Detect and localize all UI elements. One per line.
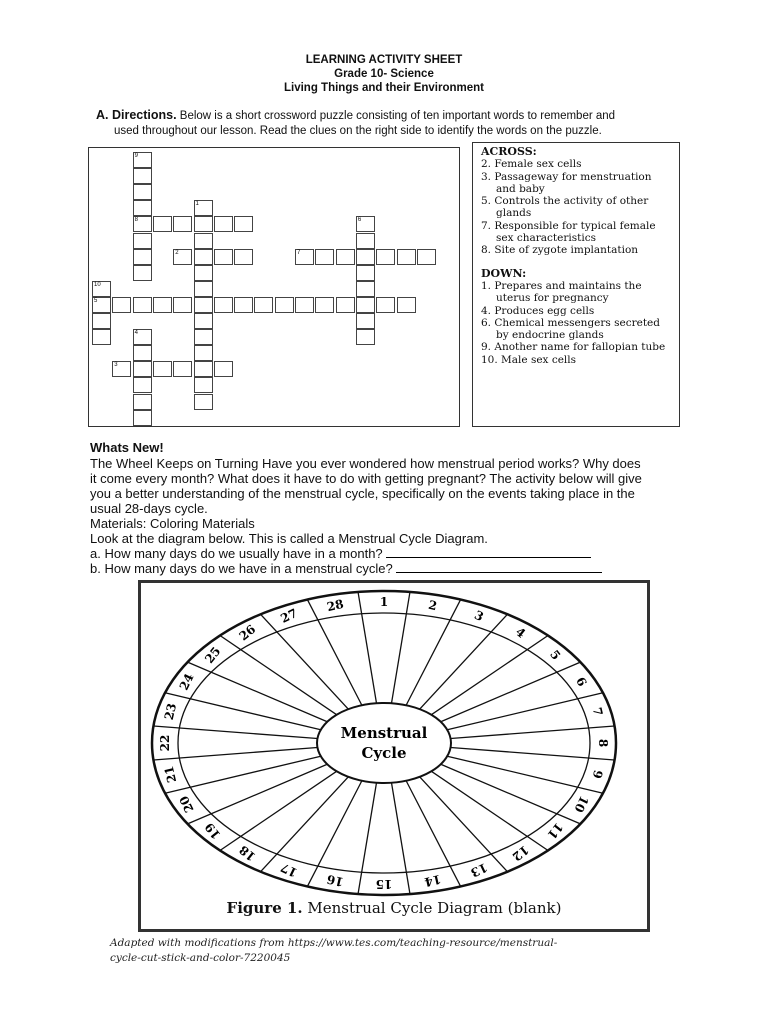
- crossword-cell[interactable]: [356, 329, 375, 345]
- across-clue: 7. Responsible for typical female sex characteristics: [481, 219, 656, 245]
- crossword-cell[interactable]: [234, 216, 253, 232]
- day-label: 28: [325, 596, 345, 615]
- wheel-spoke: [420, 777, 508, 872]
- down-clue: 6. Chemical messengers secreted by endocrine glands: [481, 316, 660, 342]
- crossword-cell[interactable]: [133, 265, 152, 281]
- question-a-text: a. How many days do we usually have in a month?: [90, 546, 383, 561]
- crossword-cell[interactable]: [417, 249, 436, 265]
- day-label: 7: [589, 705, 606, 718]
- source-credit: [110, 936, 670, 966]
- day-label: 13: [468, 860, 490, 880]
- wheel-spoke: [447, 693, 603, 730]
- crossword-cell[interactable]: [133, 377, 152, 393]
- intro-line-3: you a better understanding of the menstrual cycle, specifically on the events taking place in the: [90, 486, 635, 501]
- crossword-cell[interactable]: [214, 297, 233, 313]
- directions-text-1: Below is a short crossword puzzle consisting of ten important words to remember and: [179, 110, 616, 122]
- menstrual-cycle-wheel: [144, 586, 644, 902]
- wheel-spoke: [261, 777, 349, 872]
- figure-caption-text: Menstrual Cycle Diagram (blank): [307, 899, 562, 917]
- down-heading: DOWN:: [481, 266, 527, 280]
- crossword-cell[interactable]: [194, 377, 213, 393]
- day-label: 12: [509, 842, 532, 864]
- crossword-cell[interactable]: [194, 233, 213, 249]
- grade-level: Grade 10- Science: [334, 68, 434, 80]
- day-label: 16: [325, 871, 345, 890]
- crossword-cell[interactable]: [234, 297, 253, 313]
- day-label: 9: [589, 768, 606, 781]
- clue-number: 9: [134, 153, 138, 159]
- day-label: 6: [573, 675, 590, 689]
- figure-caption: [141, 899, 647, 917]
- clue-number: 7: [297, 249, 301, 256]
- crossword-cell[interactable]: [194, 361, 213, 377]
- answer-b-blank[interactable]: [396, 561, 602, 573]
- crossword-cell[interactable]: [194, 281, 213, 297]
- crossword-cell[interactable]: [356, 265, 375, 281]
- crossword-cell[interactable]: [376, 297, 395, 313]
- across-heading: ACROSS:: [481, 145, 537, 158]
- day-label: 5: [547, 647, 564, 663]
- crossword-cell[interactable]: [194, 313, 213, 329]
- day-label: 3: [472, 607, 486, 625]
- day-label: 1: [379, 595, 389, 609]
- intro-line-1: The Wheel Keeps on Turning Have you ever wondered how menstrual period works? Why does: [90, 456, 641, 471]
- intro-line-2: it come every month? What does it have to do with getting pregnant? The activity below will give: [90, 471, 642, 486]
- intro-line-4: usual 28-days cycle.: [90, 501, 208, 516]
- day-label: 21: [161, 764, 180, 785]
- wheel-spoke: [406, 597, 460, 706]
- crossword-cell[interactable]: [92, 329, 111, 345]
- clue-number: 10: [94, 281, 101, 288]
- clue-number: 6: [357, 217, 362, 224]
- crossword-cell[interactable]: [153, 361, 172, 377]
- wheel-spoke: [165, 756, 321, 793]
- wheel-spoke: [392, 592, 410, 703]
- crossword-cell[interactable]: [194, 265, 213, 281]
- wheel-spoke: [441, 764, 581, 824]
- clue-number: 1: [195, 201, 199, 208]
- clue-number: 4: [134, 330, 138, 337]
- crossword-cell[interactable]: [194, 216, 213, 232]
- credit-line-2: cycle-cut-stick-and-color-7220045: [110, 952, 291, 964]
- crossword-cell[interactable]: [173, 297, 192, 313]
- day-label: 2: [427, 597, 439, 614]
- crossword-cell[interactable]: [234, 249, 253, 265]
- crossword-cell[interactable]: [295, 297, 314, 313]
- crossword-cell[interactable]: [194, 249, 213, 265]
- crossword-cell[interactable]: [112, 297, 131, 313]
- crossword-grid: [88, 147, 460, 427]
- wheel-spoke: [261, 614, 349, 709]
- crossword-cell[interactable]: [194, 329, 213, 345]
- crossword-cell[interactable]: [275, 297, 294, 313]
- crossword-cell[interactable]: [194, 297, 213, 313]
- crossword-cell[interactable]: [133, 233, 152, 249]
- across-clue: 5. Controls the activity of other glands: [481, 195, 649, 220]
- across-clue: 8. Site of zygote implantation: [481, 244, 639, 257]
- worksheet-title: LEARNING ACTIVITY SHEET: [305, 54, 463, 66]
- day-label: 14: [423, 871, 443, 890]
- clues-box: [472, 142, 680, 427]
- wheel-spoke: [406, 781, 460, 890]
- crossword-cell[interactable]: [356, 313, 375, 329]
- day-label: 10: [571, 793, 592, 815]
- topic-title: Living Things and their Environment: [284, 82, 484, 94]
- wheel-spoke: [358, 592, 376, 703]
- question-b-text: b. How many days do we have in a menstrual cycle?: [90, 561, 393, 576]
- wheel-center-line-1: Menstrual: [340, 724, 428, 742]
- day-label: 4: [512, 624, 529, 641]
- wheel-spoke: [307, 781, 361, 890]
- crossword-cell[interactable]: [397, 249, 416, 265]
- down-clue: 4. Produces egg cells: [481, 304, 595, 317]
- directions-text-2: used throughout our lesson. Read the clues on the right side to identify the words on the puzzle.: [114, 125, 602, 137]
- credit-line-1: Adapted with modifications from https://www.tes.com/teaching-resource/menstrual-: [110, 937, 558, 949]
- wheel-spoke: [188, 662, 328, 722]
- crossword-cell[interactable]: [153, 297, 172, 313]
- wheel-spoke: [220, 636, 337, 715]
- day-label: 19: [202, 820, 224, 842]
- crossword-cell[interactable]: [173, 361, 192, 377]
- crossword-cell[interactable]: [133, 361, 152, 377]
- directions-label: A. Directions.: [96, 108, 177, 122]
- wheel-spoke: [307, 600, 361, 706]
- crossword-cell[interactable]: [194, 394, 213, 410]
- day-label: 8: [596, 738, 610, 748]
- crossword-cell[interactable]: [336, 249, 355, 265]
- wheel-spoke: [220, 771, 337, 850]
- down-clue: 10. Male sex cells: [481, 353, 577, 366]
- wheel-spoke: [188, 764, 328, 824]
- day-label: 24: [176, 671, 197, 693]
- clue-number: 8: [134, 217, 138, 224]
- crossword-cell[interactable]: [133, 249, 152, 265]
- crossword-cell[interactable]: [194, 345, 213, 361]
- day-label: 26: [236, 622, 259, 644]
- wheel-spoke: [431, 636, 548, 715]
- crossword-cell[interactable]: [356, 297, 375, 313]
- wheel-spoke: [392, 783, 410, 894]
- day-label: 18: [236, 842, 259, 864]
- crossword-cell[interactable]: [315, 249, 334, 265]
- crossword-cell[interactable]: [133, 168, 152, 184]
- down-clue: 1. Prepares and maintains the uterus for pregnancy: [481, 279, 642, 305]
- wheel-spoke: [420, 614, 508, 709]
- clue-number: 2: [175, 249, 179, 256]
- crossword-cell[interactable]: [214, 249, 233, 265]
- answer-a-blank[interactable]: [386, 546, 591, 558]
- wheel-center-line-2: Cycle: [361, 744, 407, 762]
- question-b: [90, 561, 690, 576]
- wheel-spoke: [431, 771, 548, 850]
- crossword-cell[interactable]: [92, 313, 111, 329]
- whats-new-heading: Whats New!: [90, 440, 164, 455]
- directions: [96, 108, 696, 139]
- clue-number: 5: [94, 297, 98, 304]
- wheel-spoke: [165, 693, 321, 730]
- instruction-line: Look at the diagram below. This is called a Menstrual Cycle Diagram.: [90, 531, 488, 546]
- day-label: 20: [176, 793, 197, 815]
- day-label: 27: [278, 606, 300, 626]
- crossword-cell[interactable]: [214, 361, 233, 377]
- crossword-cell[interactable]: [376, 249, 395, 265]
- crossword-cell[interactable]: [356, 249, 375, 265]
- day-label: 17: [278, 860, 300, 880]
- crossword-cell[interactable]: [254, 297, 273, 313]
- question-a: [90, 546, 690, 561]
- crossword-cell[interactable]: [356, 233, 375, 249]
- crossword-cell[interactable]: [214, 216, 233, 232]
- crossword-cell[interactable]: [173, 216, 192, 232]
- crossword-cell[interactable]: [356, 281, 375, 297]
- crossword-cell[interactable]: [133, 345, 152, 361]
- wheel-spoke: [447, 756, 603, 793]
- day-label: 15: [375, 877, 393, 891]
- down-clue: 9. Another name for fallopian tube: [481, 341, 666, 354]
- day-label: 23: [161, 701, 180, 722]
- crossword-cell[interactable]: [133, 297, 152, 313]
- wheel-spoke: [441, 662, 581, 722]
- clue-number: 3: [114, 362, 118, 369]
- crossword-cell[interactable]: [336, 297, 355, 313]
- crossword-cell[interactable]: [153, 216, 172, 232]
- day-label: 11: [544, 820, 566, 842]
- figure-frame: [138, 580, 650, 932]
- crossword-cell[interactable]: [315, 297, 334, 313]
- crossword-cell[interactable]: [397, 297, 416, 313]
- wheel-center: [317, 703, 451, 783]
- wheel-spoke: [358, 783, 376, 894]
- crossword-cell[interactable]: [133, 394, 152, 410]
- across-clue: 3. Passageway for menstruation and baby: [481, 170, 652, 195]
- figure-caption-label: Figure 1.: [226, 899, 303, 917]
- across-clue: 2. Female sex cells: [481, 158, 582, 171]
- materials-line: Materials: Coloring Materials: [90, 516, 255, 531]
- crossword-cell[interactable]: [133, 184, 152, 200]
- crossword-cell[interactable]: [133, 200, 152, 216]
- day-label: 22: [158, 734, 172, 752]
- crossword-cell[interactable]: [133, 410, 152, 426]
- day-label: 25: [202, 644, 224, 666]
